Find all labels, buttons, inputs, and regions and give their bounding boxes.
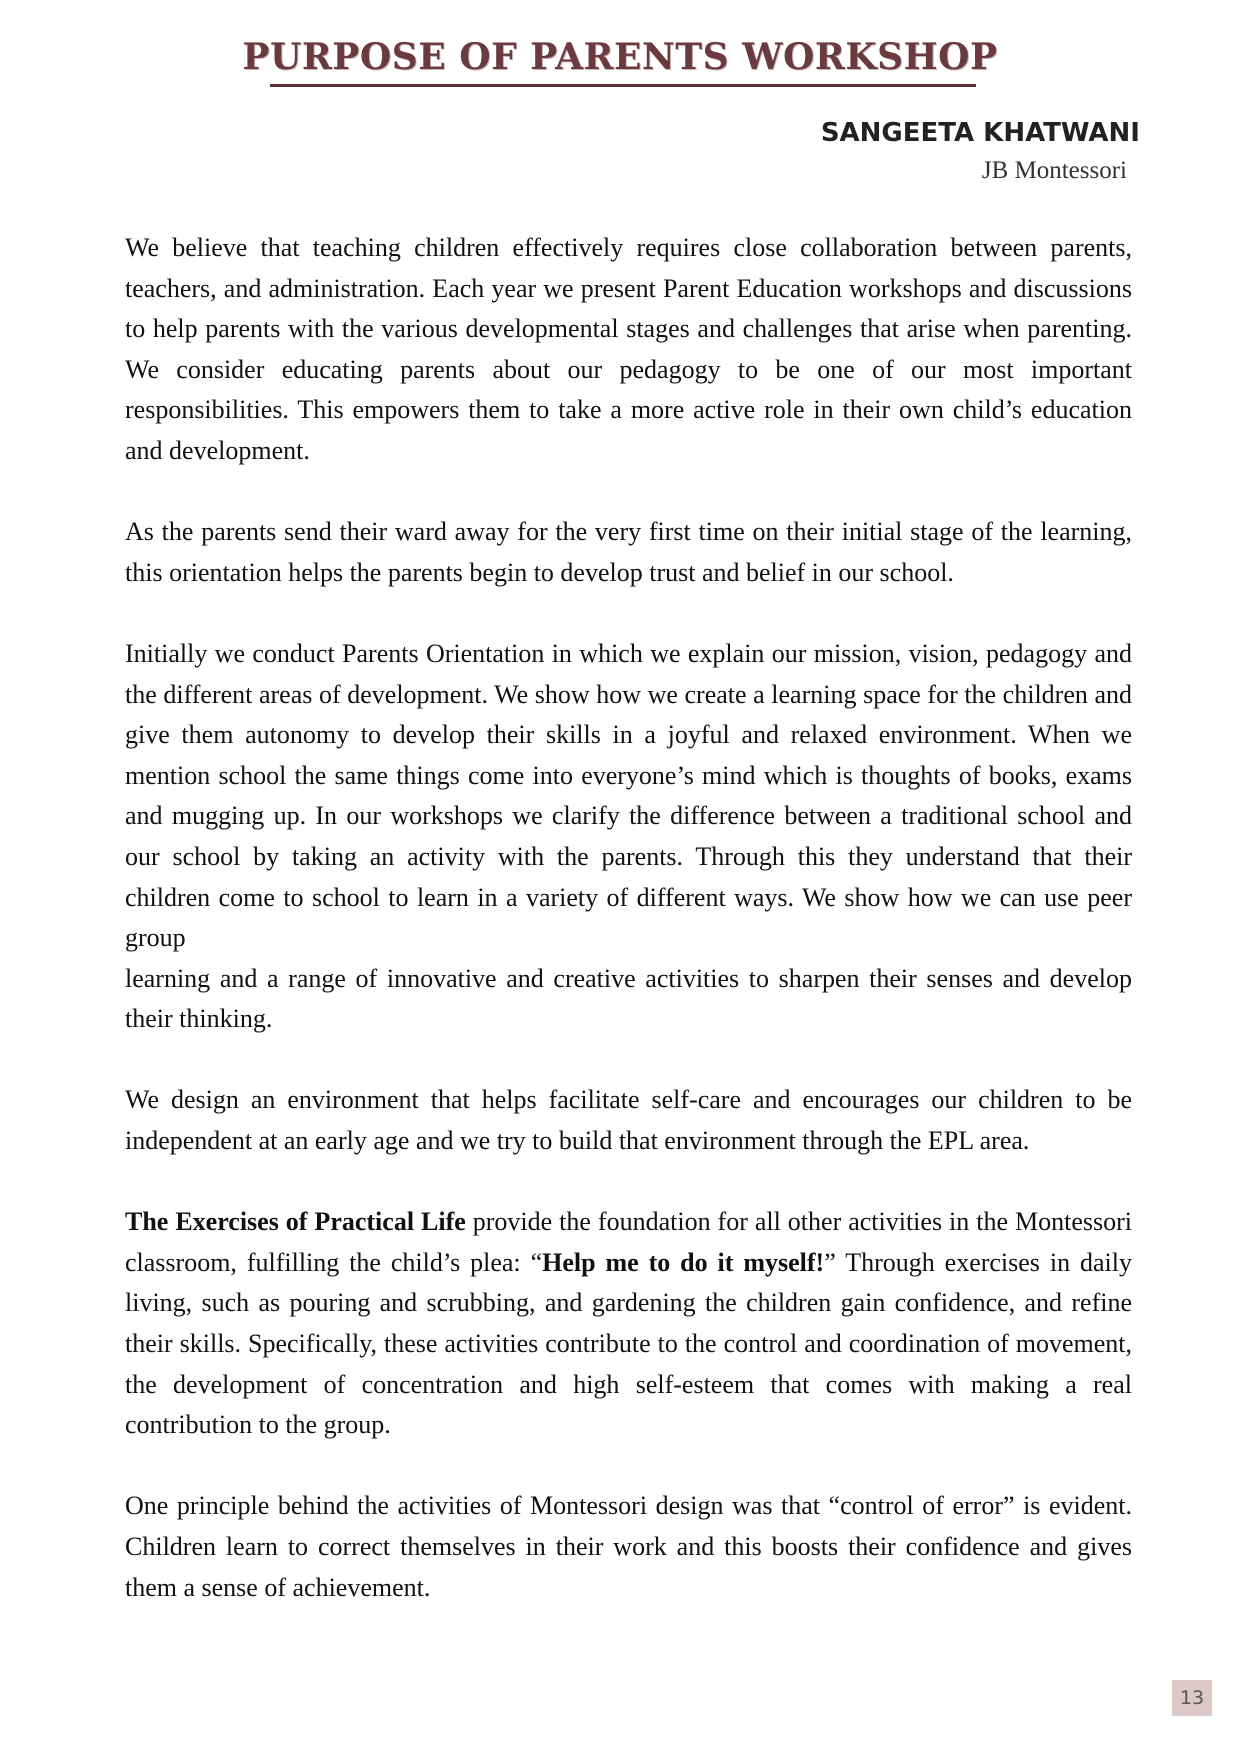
paragraph-3-continued: learning and a range of innovative and creative activities to sharpen their senses and develop their thinking. (125, 963, 1132, 1034)
page-title: PURPOSE OF PARENTS WORKSHOP (242, 36, 998, 78)
paragraph-3 (125, 634, 1132, 959)
epl-heading: The Exercises of Practical Life (125, 1207, 466, 1237)
article-body (125, 228, 1132, 1608)
paragraph-5 (125, 1202, 1132, 1446)
paragraph-2: As the parents send their ward away for the very first time on their initial stage of the learning, this orientation helps the parents begin to develop trust and belief in our school. (125, 517, 1132, 587)
paragraph-6: One principle behind the activities of Montessori design was that “control of error” is evident. Children learn to correct themselves in their work and this boosts their confidence and gives them a sense of achievement. (125, 1491, 1132, 1602)
paragraph-3-part-a: Initially we conduct Parents Orientation in which we explain our mission, vision, pedagogy and the different areas of development. We show how we create a learning space for the children and give them autonomy to develop their skills in a joyful and relaxed environment. When we mention school the same things come into everyone’s mind which is thoughts of books, exams and mugging up. In our workshops we clarify the difference between a traditional school and our school by taking an activity with the parents. Through this they understand that their children come to school to learn in a variety of different ways. We show how we can use peer group (125, 638, 1132, 953)
author-name: SANGEETA KHATWANI (820, 118, 1140, 148)
montessori-quote: Help me to do it myself! (542, 1247, 825, 1277)
paragraph-5-rest: ” Through exercises in daily living, such as pouring and scrubbing, and gardening the children gain confidence, and refine their skills. Specifically, these activities contribute to the control and coordination of movement, the development of concentration and high self-esteem that comes with making a real contribution to the group. (125, 1247, 1132, 1440)
title-underline (270, 84, 976, 87)
paragraph-5-text: provide the foundation for all other activities in the Montessori classroom, fulfilling the child’s plea: “ (125, 1207, 1132, 1277)
page-number-badge: 13 (1172, 1680, 1212, 1716)
paragraph-1: We believe that teaching children effectively requires close collaboration between parents, teachers, and administration. Each year we present Parent Education workshops and discussions to help parents with the various developmental stages and challenges that arise when parenting. We consider educating parents about our pedagogy to be one of our most important responsibilities. This empowers them to take a more active role in their own child’s education and development. (125, 233, 1132, 465)
paragraph-4: We design an environment that helps facilitate self-care and encourages our children to be independent at an early age and we try to build that environment through the EPL area. (125, 1085, 1132, 1156)
author-affiliation: JB Montessori (981, 157, 1127, 184)
